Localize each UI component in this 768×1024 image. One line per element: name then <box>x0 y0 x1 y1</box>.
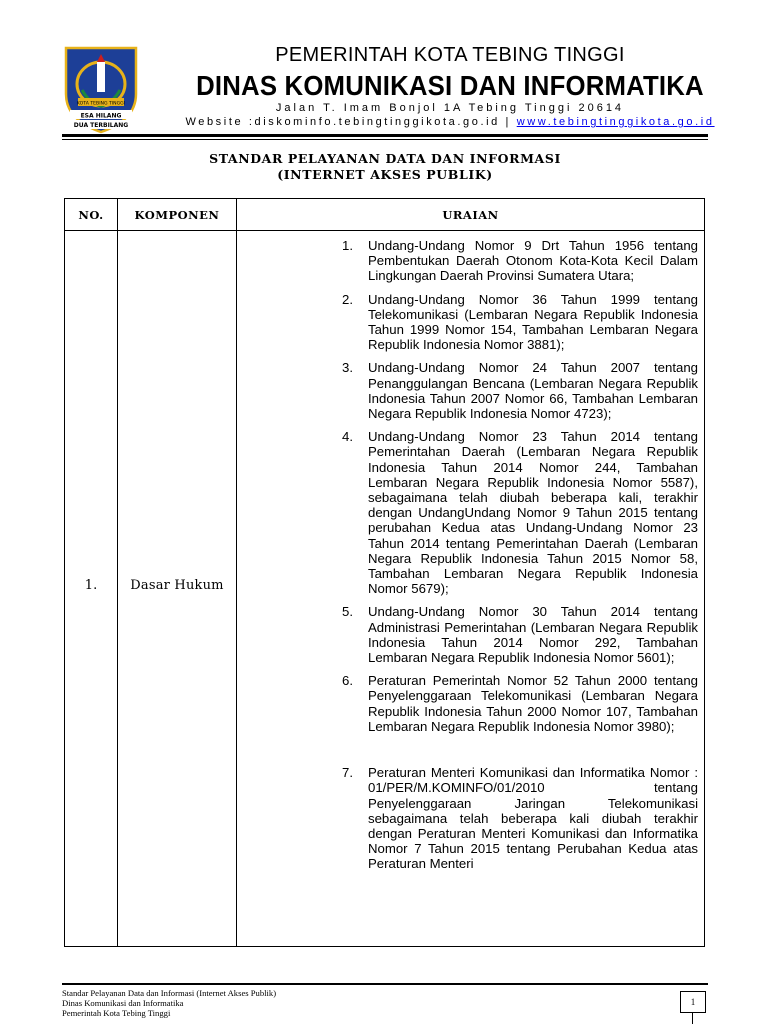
logo-motto-line2: DUA TERBILANG <box>73 122 129 129</box>
list-item <box>342 238 698 284</box>
list-item-number: 3. <box>342 360 353 376</box>
list-item-number: 5. <box>342 604 353 620</box>
document-title-line2: (INTERNET AKSES PUBLIK) <box>277 167 493 182</box>
row-number: 1. <box>84 578 98 593</box>
city-coat-of-arms-icon <box>60 44 142 136</box>
list-item-text: Undang-Undang Nomor 36 Tahun 1999 tentang Telekomunikasi (Lembaran Negara Republik Indonesia Tahun 1999 Nomor 154, Tambahan Lembaran Negara Republik Indonesia Nomor 3881); <box>368 291 698 353</box>
column-header-komponen: KOMPONEN <box>134 207 220 222</box>
footer-department: Dinas Komunikasi dan Informatika <box>62 998 184 1008</box>
uraian-cell <box>237 231 704 946</box>
header-divider-thin <box>62 139 708 140</box>
page-number: 1 <box>680 991 706 1013</box>
list-item-text: Undang-Undang Nomor 24 Tahun 2007 tentang Penanggulangan Bencana (Lembaran Negara Republik Indonesia Tahun 2007 Nomor 66, Tambahan Lembaran Negara Republik Indonesia Nomor 4723); <box>368 360 698 422</box>
header-divider-thick <box>62 134 708 137</box>
list-item-number: 1. <box>342 238 353 253</box>
page-number-tick <box>692 1013 693 1024</box>
footer-government: Pemerintah Kota Tebing Tinggi <box>62 1008 171 1018</box>
footer-divider <box>62 983 708 985</box>
list-item <box>342 360 698 421</box>
list-item <box>342 604 698 665</box>
list-item <box>342 292 698 353</box>
table-column-divider <box>117 198 118 947</box>
row-component: Dasar Hukum <box>130 578 224 593</box>
office-address: Jalan T. Imam Bonjol 1A Tebing Tinggi 20614 <box>275 102 625 114</box>
list-item-text: Peraturan Menteri Komunikasi dan Informatika Nomor : 01/PER/M.KOMINFO/01/2010 tentang Penyelenggaraan Jaringan Telekomunikasi sebagaimana telah beberapa kali diubah terakhir dengan Peraturan Menteri Komunikasi dan Informatika Nomor 7 Tahun 2015 tentang Perubahan Kedua atas Peraturan Menteri <box>368 765 698 872</box>
list-item-number: 2. <box>342 291 353 307</box>
list-item-number: 4. <box>342 429 353 445</box>
list-item <box>342 673 698 734</box>
column-header-uraian: URAIAN <box>442 207 499 222</box>
legal-basis-list <box>342 238 698 880</box>
footer-document-name: Standar Pelayanan Data dan Informasi (Internet Akses Publik) <box>62 988 277 998</box>
list-item-number: 7. <box>342 765 353 781</box>
list-item <box>342 765 698 871</box>
list-item-text: Peraturan Pemerintah Nomor 52 Tahun 2000 tentang Penyelenggaraan Telekomunikasi (Lembaran Negara Republik Indonesia Tahun 2000 Nomor 107, Tambahan Lembaran Negara Republik Indonesia Nomor 3980); <box>368 673 698 734</box>
list-item <box>342 429 698 596</box>
website-link[interactable]: www.tebingtinggikota.go.id <box>516 116 715 128</box>
document-title-line1: STANDAR PELAYANAN DATA DAN INFORMASI <box>209 151 561 166</box>
logo-motto-line1: ESA HILANG <box>80 112 122 120</box>
department-name: DINAS KOMUNIKASI DAN INFORMATIKA <box>196 70 704 101</box>
list-item-text: Undang-Undang Nomor 30 Tahun 2014 tentang Administrasi Pemerintahan (Lembaran Negara Republik Indonesia Tahun 2014 Nomor 292, Tambahan Lembaran Negara Republik Indonesia Nomor 5601); <box>368 604 698 666</box>
government-name: PEMERINTAH KOTA TEBING TINGGI <box>275 44 625 66</box>
list-item-number: 6. <box>342 673 353 689</box>
column-header-no: NO. <box>78 207 104 222</box>
website-line <box>150 116 750 128</box>
list-item-text: Undang-Undang Nomor 9 Drt Tahun 1956 tentang Pembentukan Daerah Otonom Kota-Kota Kecil Dalam Lingkungan Daerah Provinsi Sumatera Utara; <box>368 238 698 284</box>
website-prefix: Website :diskominfo.tebingtinggikota.go.id | <box>185 116 517 128</box>
logo-banner-text: KOTA TEBING TINGGI <box>76 101 126 107</box>
list-item-text: Undang-Undang Nomor 23 Tahun 2014 tentang Pemerintahan Daerah (Lembaran Negara Republik Indonesia Tahun 2014 Nomor 244, Tambahan Lembaran Negara Republik Indonesia Nomor 5587), sebagaimana telah diubah beberapa kali, terakhir dengan UndangUndang Nomor 9 Tahun 2015 tentang perubahan Kedua atas Undang-Undang Nomor 23 Tahun 2014 tentang Pemerintahan Daerah (Lembaran Negara Republik Indonesia Tahun 2015 Nomor 58, Tambahan Lembaran Negara Republik Indonesia Nomor 5679); <box>368 429 698 597</box>
